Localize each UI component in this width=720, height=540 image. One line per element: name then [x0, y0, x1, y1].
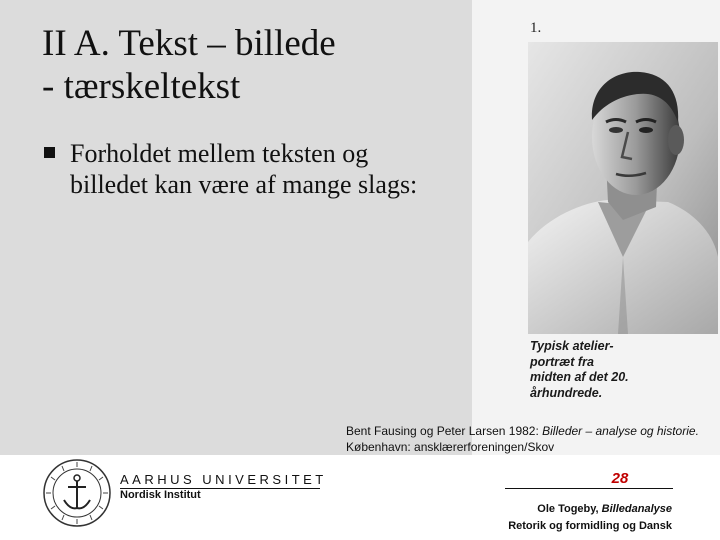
- source-prefix: Bent Fausing og Peter Larsen 1982:: [346, 424, 543, 438]
- footer-author: [470, 503, 672, 515]
- title-line-1: II A. Tekst – billede: [42, 23, 336, 64]
- caption-line-4: århundrede.: [530, 385, 603, 400]
- caption-line-1: Typisk atelier-: [530, 339, 614, 353]
- source-suffix: København: ansklærerforeningen/Skov: [346, 440, 555, 454]
- square-bullet-icon: [44, 138, 70, 200]
- source-title: Billeder – analyse og historie.: [542, 424, 699, 438]
- title-line-2: - tærskeltekst: [42, 66, 241, 107]
- portrait-photo: [528, 42, 718, 334]
- caption-line-3: midten af det 20.: [530, 370, 629, 384]
- bullet-line-2: billedet kan være af mange slags:: [70, 170, 418, 199]
- figure-number: 1.: [530, 20, 542, 36]
- caption-line-2: portræt fra: [530, 354, 594, 369]
- page-number: 28: [611, 470, 629, 487]
- institute-name: Nordisk Institut: [120, 489, 201, 501]
- author-name: Ole Togeby,: [537, 503, 602, 515]
- bullet-text: [70, 138, 417, 200]
- university-seal-icon: [42, 458, 112, 528]
- figure-caption: [530, 339, 715, 401]
- university-name: AARHUS UNIVERSITET: [120, 472, 327, 487]
- author-work: Billedanalyse: [601, 503, 672, 515]
- bullet-item: [44, 138, 424, 200]
- source-citation: [346, 423, 716, 455]
- bullet-line-1: Forholdet mellem teksten og: [70, 139, 369, 168]
- slide-title: [42, 22, 482, 108]
- footer-course: Retorik og formidling og Dansk: [508, 520, 672, 532]
- footer-divider-right: [505, 488, 673, 489]
